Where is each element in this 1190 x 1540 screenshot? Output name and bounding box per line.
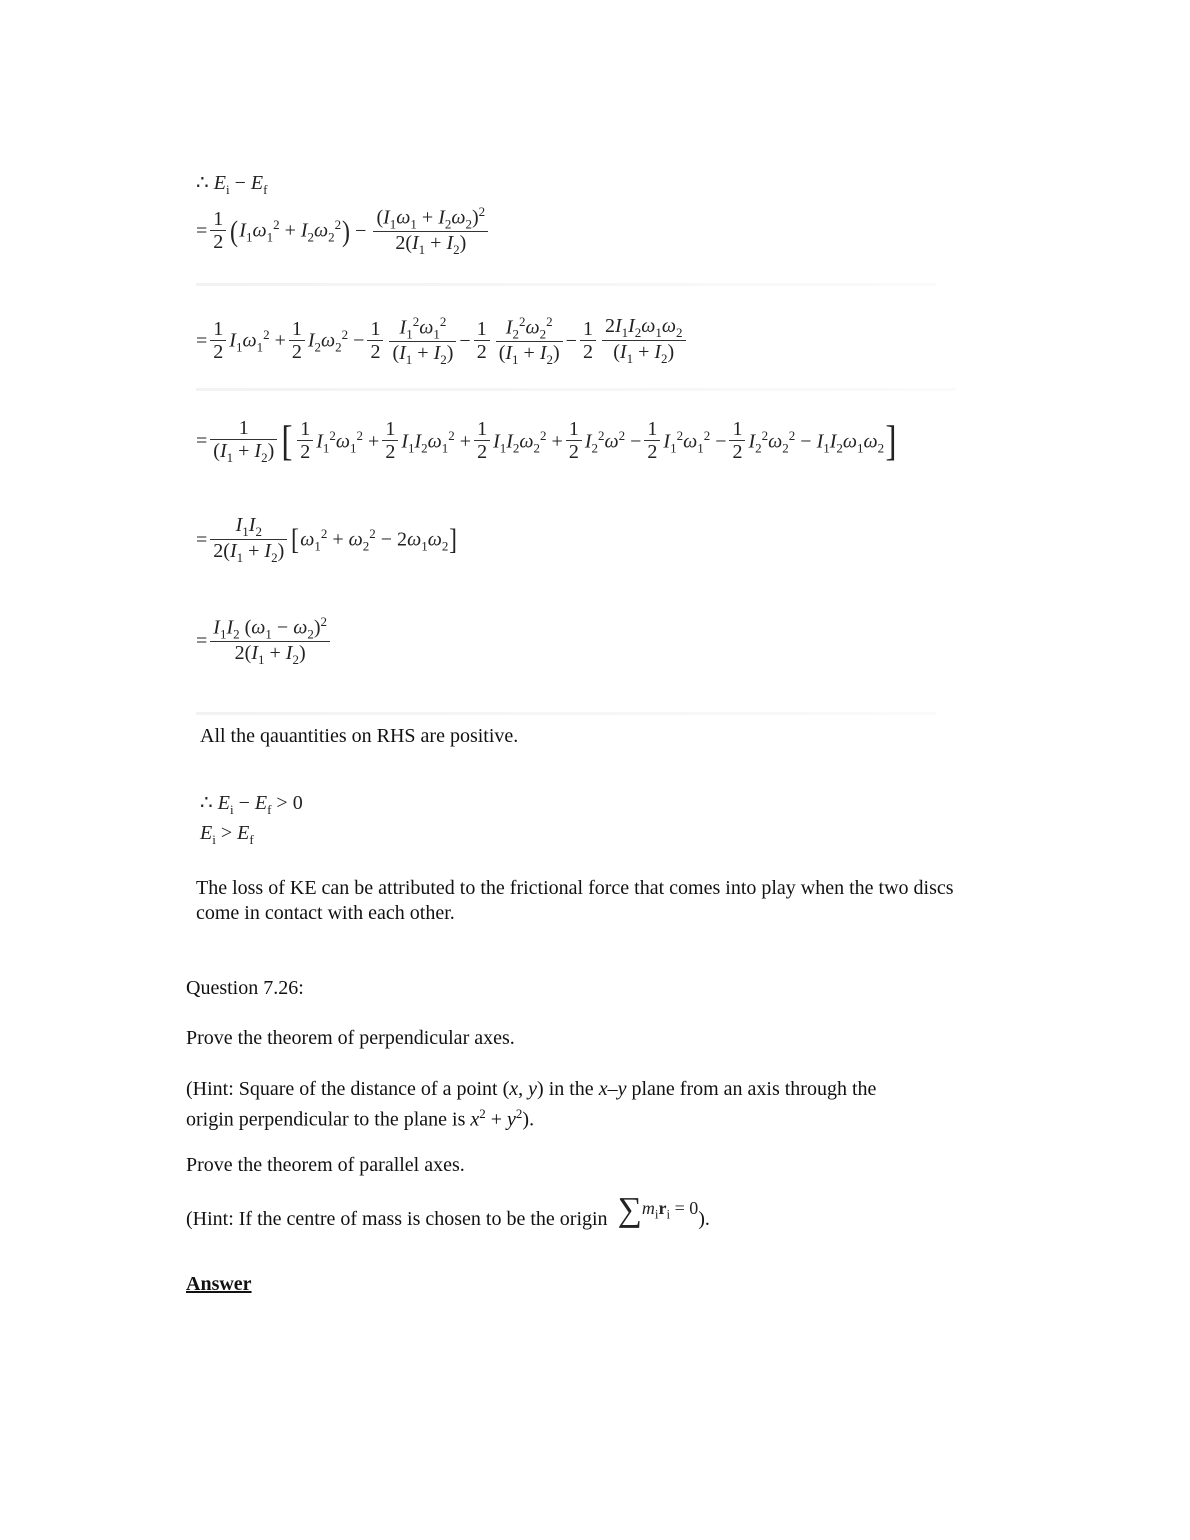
scan-shade	[196, 712, 936, 715]
hint-perpendicular-line-1: (Hint: Square of the distance of a point (x, y) in the x–y plane from an axis through the	[186, 1078, 877, 1100]
loss-explanation: The loss of KE can be attributed to the frictional force that comes into play when the two discs come in contact with each other.	[196, 877, 954, 924]
inequality-energy-loss: ∴ $E_i - E_f > 0$	[200, 792, 303, 817]
scan-shade	[196, 388, 956, 391]
inequality-initial-greater: $E_i > E_f$	[200, 822, 254, 847]
hint-perpendicular-line-2: origin perpendicular to the plane is $x^2 + y^2$).	[186, 1106, 535, 1131]
equation-step-3: = $\frac{1}{(I_1 + I_2)}$ [ $\frac{1}{2}$ $I_1^2\omega_1^2$ + $\frac{1}{2}$ $I_1I_2\omega_1^2$ + $\frac{1}{2}$ $I_1I_2\omega_2^2$ + $\frac{1}{2}$ $I_2^2\omega^2$ − $\frac{1}{2}$ $I_1^2\omega_1^2$ − $\frac{1}{2}$ $I_2^2\omega_2^2 - I_1I_2\omega_1\omega_2$ ]	[196, 417, 897, 465]
hint-parallel-close: ).	[698, 1207, 710, 1230]
question-label: Question 7.26:	[186, 977, 304, 999]
equation-step-2: = $\frac{1}{2}$ $I_1\omega_1^2$ + $\frac{1}{2}$ $I_2\omega_2^2$ − $\frac{1}{2}$ $\frac{I_1^2\omega_1^2}{(I_1 + I_2)}$ − $\frac{1}{2}$ $\frac{I_2^2\omega_2^2}{(I_1 + I_2)}$ − $\frac{1}{2}$ $\frac{2I_1I_2\omega_1\omega_2}{(I_1 + I_2)}$	[196, 315, 689, 368]
answer-heading: Answer	[186, 1273, 252, 1295]
equation-step-5: = $\frac{I_1I_2 (\omega_1 - \omega_2)^2}{2(I_1 + I_2)}$	[196, 615, 333, 668]
sum-formula: $\sum m_ir_i = 0$	[617, 1191, 699, 1229]
positive-quantities-note: All the qauantities on RHS are positive.	[200, 725, 519, 747]
equation-step-1: = $\frac{1}{2}$ ( $I_1\omega_1^2 + I_2\omega_2^2$ ) − $\frac{(I_1\omega_1 + I_2\omega_2)^2}{2(I_1 + I_2)}$	[196, 205, 491, 258]
equation-energy-difference: ∴ $E_i - E_f$	[196, 172, 268, 197]
hint-parallel-text: (Hint: If the centre of mass is chosen to be the origin	[186, 1207, 608, 1230]
equation-step-4: = $\frac{I_1I_2}{2(I_1 + I_2)}$ [ $\omega_1^2 + \omega_2^2 - 2\omega_1\omega_2$ ]	[196, 514, 458, 565]
hint-parallel	[186, 1191, 710, 1235]
question-part-a: Prove the theorem of perpendicular axes.	[186, 1027, 515, 1049]
question-part-b: Prove the theorem of parallel axes.	[186, 1154, 465, 1176]
scan-shade	[196, 283, 936, 286]
